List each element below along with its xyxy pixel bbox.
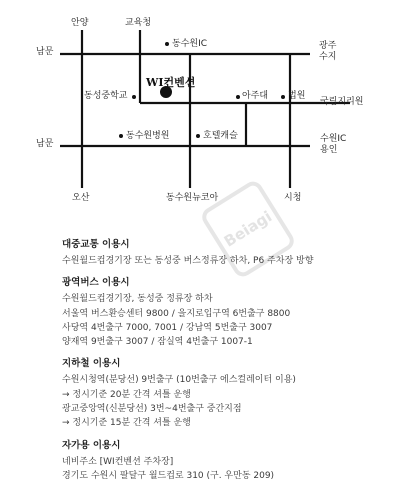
ajou-dot — [236, 95, 240, 99]
section-car — [62, 439, 392, 484]
direction-line: 수원월드컵경기장 또는 동성중 버스정류장 하차, P6 주차장 방향 — [62, 256, 314, 266]
label-dongsuwon-ic: 동수원IC — [172, 39, 208, 49]
label-namsan-top: 남문 — [36, 47, 54, 57]
label-dongsuwon-newcore: 동수원뉴코아 — [166, 193, 219, 203]
section-public-transport — [62, 238, 392, 268]
dongsuwon-ic-dot — [165, 42, 169, 46]
label-dongsuwon-hospital: 동수원병원 — [126, 131, 170, 141]
dongsuwon-hospital-dot — [119, 134, 123, 138]
direction-line: 네비주소 [WI컨벤션 주차장] — [62, 456, 174, 467]
label-land-institute: 국립지리원 — [320, 97, 364, 107]
venue-name: WI컨벤션 — [146, 76, 196, 89]
section-subway — [62, 357, 392, 430]
label-gyoyukcheong: 교육청 — [125, 18, 152, 28]
label-ajou: 아주대 — [242, 91, 269, 101]
direction-line: → 정시기준 15분 간격 셔틀 운행 — [62, 418, 191, 429]
label-hotel-castle: 호텔캐슬 — [203, 131, 238, 141]
direction-line: 수원월드컵경기장, 동성중 정류장 하차 — [62, 294, 213, 305]
section-title: 지하철 이용시 — [62, 358, 121, 370]
label-gwangju: 광주 — [319, 41, 337, 51]
label-yongin: 용인 — [320, 145, 338, 155]
section-title: 대중교통 이용시 — [62, 239, 130, 250]
hotel-castle-dot — [196, 134, 200, 138]
direction-line: 수원시청역(분당선) 9번출구 (10번출구 에스컬레이터 이용) — [62, 375, 296, 386]
section-title: 자가용 이용시 — [62, 439, 121, 451]
label-anyang: 안양 — [71, 18, 89, 28]
label-dongseong-school: 동성중학교 — [84, 91, 128, 101]
direction-line: 양재역 9번출구 3007 / 잠실역 4번출구 1007-1 — [62, 337, 253, 348]
direction-line: 경기도 수원시 팔달구 월드컵로 310 (구. 우만동 209) — [62, 470, 275, 481]
direction-line: → 정시기준 20분 간격 셔틀 운행 — [62, 389, 191, 400]
section-express-bus — [62, 276, 392, 349]
watermark-text: Beiagi — [220, 207, 276, 251]
dongseong-school-dot — [132, 95, 136, 99]
label-court: 법원 — [288, 91, 306, 101]
label-suji: 수지 — [319, 52, 337, 62]
label-city-hall: 시청 — [284, 193, 302, 203]
direction-line: 사당역 4번출구 7000, 7001 / 강남역 5번출구 3007 — [62, 322, 273, 333]
section-title: 광역버스 이용시 — [62, 277, 130, 289]
court-dot — [281, 95, 285, 99]
direction-line: 광교중앙역(신분당선) 3번~4번출구 중간지점 — [62, 404, 242, 415]
label-suwon-ic: 수원IC — [320, 134, 347, 144]
directions — [62, 238, 392, 491]
direction-line: 서울역 버스환승센터 9800 / 을지로입구역 6번출구 8800 — [62, 308, 291, 319]
label-namsan-mid: 남문 — [36, 139, 54, 149]
label-osan: 오산 — [72, 193, 90, 203]
